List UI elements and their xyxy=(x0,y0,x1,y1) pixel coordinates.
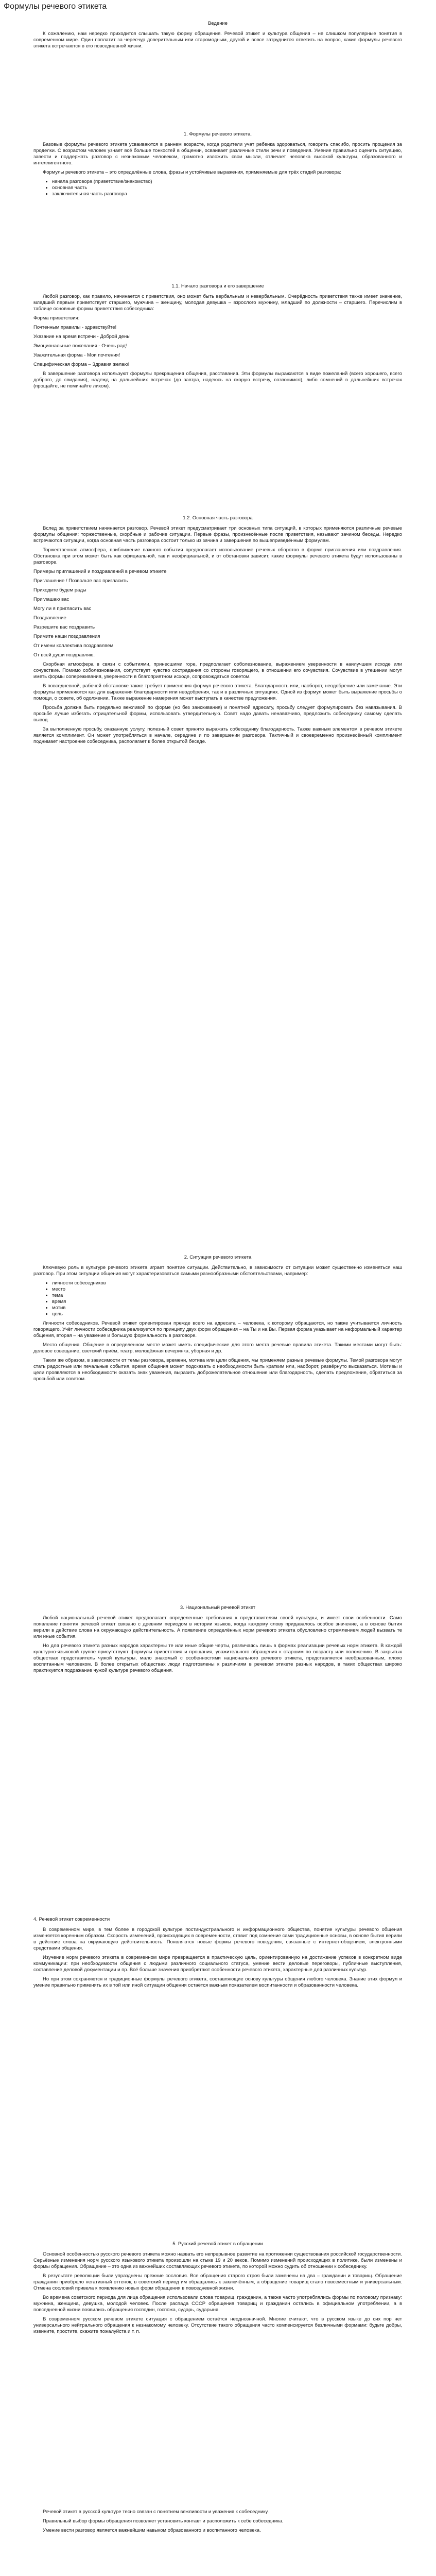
paragraph: В результате революции были упразднены прежние сословия. Все обращения старого строя были заменены на два – гражданин и товарищ. Обращение гражданин приобрело негативный оттенок, в советский период им обращались к заключённым, а обращение товарищ стало повсеместным и универсальным. Отмена сословий привела к появлению новых форм обращения в повседневной жизни. xyxy=(33,2273,402,2291)
list-item: • цель xyxy=(52,1311,402,1317)
paragraph: Приглашение / Позвольте вас пригласить xyxy=(33,578,128,584)
paragraph: Указание на время встречи - Доброй день! xyxy=(33,334,131,340)
paragraph: От всей души поздравляю. xyxy=(33,652,95,658)
section-heading: 1.2. Основная часть разговора xyxy=(183,515,253,521)
bullet-list xyxy=(33,179,402,197)
paragraph: От имени коллектива поздравляем xyxy=(33,643,114,649)
section-heading: 1.1. Начало разговора и его завершение xyxy=(171,283,264,289)
bullet-list xyxy=(33,1280,402,1317)
list-item: • основная часть xyxy=(52,185,402,191)
list-item: • время xyxy=(52,1299,402,1305)
paragraph: Любой национальный речевой этикет предполагает определенные требования к представителям своей культуры, и имеет свои особенности. Само появление понятия речевой этикет связано с древним периодом в истории языков, когда каждому слову придавалось особое значение, а в основе бытия верили в действие слова на окружающую действительность. А появление определённых норм речевого этикета обусловлено стремлением людей вызвать те или иные события. xyxy=(33,1615,402,1639)
paragraph: Основной особенностью русского речевого этикета можно назвать его непрерывное развитие на протяжении существования российской государственности. Серьёзные изменения норм русского языкового этикета произошли на стыке 19 и 20 веков. Помимо изменений происходящих в политике, были изменены и формы обращения. Обращение – это одна из важнейших составляющих речевого этикета, по которой можно судить об отношении к собеседнику. xyxy=(33,2251,402,2269)
paragraph: Приходите будем рады xyxy=(33,587,86,593)
paragraph: Речевой этикет в русской культуре тесно связан с понятием вежливости и уважения к собеседнику. xyxy=(43,2509,269,2515)
paragraph: Просьба должна быть предельно вежливой по форме (но без заискивания) и понятной адресату, просьбу следует формулировать без навязывания. В просьбе лучше избегать отрицательной формы, использовать утвердительную. Совет надо давать ненавязчиво, предложить собеседнику самому сделать вывод. xyxy=(33,705,402,723)
list-item: • мотив xyxy=(52,1305,402,1311)
paragraph: Торжественная атмосфера, приближение важного события предполагает использование речевых оборотов в форме приглашения или поздравления. Обстановка при этом может быть как официальной, так и неофициальной, и от обстановки зависит, какие формулы речевого этикета будут использованы в разговоре. xyxy=(33,547,402,565)
paragraph: Эмоциональные пожелания - Очень рад! xyxy=(33,343,127,349)
paragraph: В современном мире, в тем более в городской культуре постиндустриального и информационного общества, понятие культуры речевого общения изменяется коренным образом. Скорость изменений, происходящих в современности, ставит под сомнение сами традиционные основы, в основе бытия верили в действие слова на окружающую действительность. Появляются новые формы речевого поведения, связанные с интернет-общением, электронными средствами общения. xyxy=(33,1927,402,1951)
paragraph: Примите наши поздравления xyxy=(33,634,100,639)
section-national xyxy=(33,1605,402,1677)
intro-section xyxy=(33,21,402,53)
paragraph: Приглашаю вас xyxy=(33,597,69,602)
paragraph: Формулы речевого этикета – это определённые слова, фразы и устойчивые выражения, применяемые для трёх стадий разговора: xyxy=(43,170,341,175)
paragraph: Поздравление xyxy=(33,615,66,621)
paragraph: Изучение норм речевого этикета в современном мире превращается в практическую цель, ориентированную на достижение успехов в конкретном виде коммуникации: при необходимости общения с людьми различного социального статуса, умение вести деловые переговоры, публичные выступления, составление деловой документации и пр. Всё больше значения приобретают особенности речевого этикета, характерные для различных культур. xyxy=(33,1955,402,1973)
list-item: • место xyxy=(52,1286,402,1293)
section-heading: 1. Формулы речевого этикета. xyxy=(183,131,252,137)
paragraph: Ключевую роль в культуре речевого этикета играет понятие ситуации. Действительно, в зависимости от ситуации может существенно изменяться наш разговор. При этом ситуации общения могут характеризоваться самыми разнообразными обстоятельствами, например: xyxy=(33,1265,402,1277)
paragraph: Но при этом сохраняются и традиционные формулы речевого этикета, составляющие основу культуры общения любого человека. Знание этих формул и умение правильно применять их в той или иной ситуации общения остаётся важным показателем воспитанности и образованности человека. xyxy=(33,1976,402,1988)
page-title: Формулы речевого этикета xyxy=(4,2,107,11)
paragraph: За выполненную просьбу, оказанную услугу, полезный совет принято выражать собеседнику благодарность. Также важным элементом в речевом этикете является комплимент. Он может употребляться в начале, середине и по завершении разговора. Тактичный и своевременно произнесённый комплимент поднимает настроение собеседника, располагает к более открытой беседе. xyxy=(33,726,402,744)
section-heading: 3. Национальный речевой этикет xyxy=(180,1605,256,1611)
continuation-text xyxy=(33,2509,402,2537)
paragraph: Но для речевого этикета разных народов характерны те или иные общие черты, различаясь лишь в формах реализации речевых норм этикета. В каждой культурно-языковой группе присутствуют формулы приветствия и прощания, уважительного обращения к старшим по возрасту или положению. В закрытых обществах представитель чужой культуры, мало знакомый с особенностями национального речевого этикета, представляется необразованным, плохо воспитанным человеком. В более открытых обществах люди подготовлены к различиям в речевом этикете разных народов, в таких обществах широко практикуется подражание чужой культуре речевого общения. xyxy=(33,1643,402,1673)
list-item: • заключительная часть разговора xyxy=(52,191,402,197)
section-start-end xyxy=(33,283,402,393)
list-item: • тема xyxy=(52,1293,402,1299)
section-russian xyxy=(33,2241,402,2338)
paragraph: Умение вести разговор является важнейшим навыком образованного и воспитанного человека. xyxy=(43,2528,261,2533)
section-modern xyxy=(33,1917,402,1992)
paragraph: Правильный выбор формы обращения позволяет установить контакт и расположить к себе собеседника. xyxy=(43,2518,284,2524)
list-item: • личности собеседников xyxy=(52,1280,402,1286)
paragraph: Вслед за приветствием начинается разговор. Речевой этикет предусматривает три основных типа ситуаций, в которых применяются различные речевые формулы общения: торжественные, скорбные и рабочие ситуации. Первые фразы, произнесённые после приветствия, называют зачином беседы. Нередко встречаются ситуации, когда основная часть разговора состоит только из зачина и завершения по вышеприведённым формулам. xyxy=(33,526,402,544)
section-formulas xyxy=(33,131,402,200)
paragraph: Могу ли я пригласить вас xyxy=(33,606,92,612)
paragraph: В современном русском речевом этикете ситуация с обращением остаётся неоднозначной. Многие считают, что в русском языке до сих пор нет универсального нейтрального обращения к незнакомому человеку. Отсутствие такого обращения часто компенсируется безличными формами: будьте добры, извините, простите, скажите пожалуйста и т. п. xyxy=(33,2316,402,2334)
paragraph: Почтенным правилы - здравствуйте! xyxy=(33,325,117,330)
paragraph: Таким же образом, в зависимости от темы разговора, времени, мотива или цели общения, мы применяем разные речевые формулы. Темой разговора могут стать радостные или печальные события, время общения может подсказать о необходимости быть кратким или, наоборот, развёрнуто высказаться. Мотивы и цели проявляются в необходимости оказать знак уважения, выразить доброжелательное отношение или благодарность, сделать предложение, обратиться за просьбой или советом. xyxy=(33,1358,402,1382)
section-heading: 2. Ситуация речевого этикета xyxy=(184,1255,252,1260)
paragraph: Разрешите вас поздравить xyxy=(33,624,95,630)
paragraph: В повседневной, рабочей обстановке также требует применения формул речевого этикета. Благодарность или, наоборот, неодобрение или замечание. Эти формулы применяются как для выражения благодарности или неодобрения, так и в различных ситуациях. Одной из формул может быть выражение просьбы о помощи, о совете, об одолжении. Также выражение намерения может выступать в качестве предложения. xyxy=(33,683,402,701)
paragraph: Специфическая форма – Здравия желаю! xyxy=(33,362,130,367)
paragraph: Во времена советского периода для лица обращения использовали слова товарищ, гражданин, а также часто употреблялись формы по половому признаку: мужчина, женщина, девушка, молодой человек. После распада СССР обращения товарищ и гражданин остались в официальном употреблении, а в повседневной жизни появились обращения господин, госпожа, сударь, сударыня. xyxy=(33,2295,402,2313)
paragraph: Личности собеседников. Речевой этикет ориентирован прежде всего на адресата – человека, к которому обращаются, но также учитывается личность говорящего. Учёт личности собеседника реализуется по принципу двух форм обращения – на Ты и на Вы. Первая форма указывает на неформальный характер общения, вторая – на уважение и большую формальность в разговоре. xyxy=(33,1320,402,1338)
list-item: • начала разговора (приветствие/знакомство) xyxy=(52,179,402,185)
section-heading: 5. Русский речевой этикет в обращении xyxy=(172,2241,263,2247)
paragraph: Базовые формулы речевого этикета усваиваются в раннем возрасте, когда родители учат ребенка здороваться, говорить спасибо, просить прощения за проделки. С возрастом человек узнает всё больше тонкостей в общении, осваивает различные стили речи и поведения. Умение правильно оценить ситуацию, завести и поддержать разговор с незнакомым человеком, грамотно изложить свои мысли, отличает человека высокой культуры, образованного и интеллигентного. xyxy=(33,142,402,166)
section-main-part xyxy=(33,515,402,748)
paragraph: Любой разговор, как правило, начинается с приветствия, оно может быть вербальным и невербальным. Очерёдность приветствия также имеет значение, младший первым приветствует старшего, мужчина – женщину, молодая девушка – взрослого мужчину, младший по должности – старшего. Перечислим в таблице основные формы приветствия собеседника: xyxy=(33,294,402,312)
paragraph: Примеры приглашений и поздравлений в речевом этикете xyxy=(33,569,167,574)
paragraph: Место общения. Общение в определённом месте может иметь специфические для этого места речевые правила этикета. Такими местами могут быть: деловое совещание, светский приём, театр, молодёжная вечеринка, уборная и др. xyxy=(33,1342,402,1354)
section-heading: Ведение xyxy=(207,21,228,26)
paragraph: К сожалению, нам нередко приходится слышать такую форму обращения. Речевой этикет и культура общения – не слишком популярные понятия в современном мире. Один поплатит за чересчур доверительным или старомодным, другой и вовсе затруднится ответить на вопрос, какие формулы речевого этикета встречаются в его повседневной жизни. xyxy=(33,31,402,49)
document-body xyxy=(33,21,402,2576)
paragraph: В завершение разговора используют формулы прекращения общения, расставания. Эти формулы выражаются в виде пожеланий (всего хорошего, всего доброго, до свидания), надежд на дальнейших встречах (до завтра, надеюсь на скорую встречу, созвонимся), либо сомнений в дальнейших встречах (прощайте, не поминайте лихом). xyxy=(33,371,402,389)
section-heading: 4. Речевой этикет современности xyxy=(33,1917,110,1922)
section-situation xyxy=(33,1255,402,1385)
paragraph: Скорбная атмосфера в связи с событиями, принесшими горе, предполагает соболезнование, выражением уверенности в наилучшем исходе или сочувствие. Помимо соболезнования, сопутствует чувство сострадания со стороны говорящего, в отношении его сочувствия. Сочувствие в утешении могут иметь формы сопереживания, уверенности в благоприятном исходе, сопровождаться советом. xyxy=(33,662,402,680)
paragraph: Уважительная форма - Мои почтения! xyxy=(33,352,120,358)
paragraph: Форма приветствия: xyxy=(33,315,80,321)
